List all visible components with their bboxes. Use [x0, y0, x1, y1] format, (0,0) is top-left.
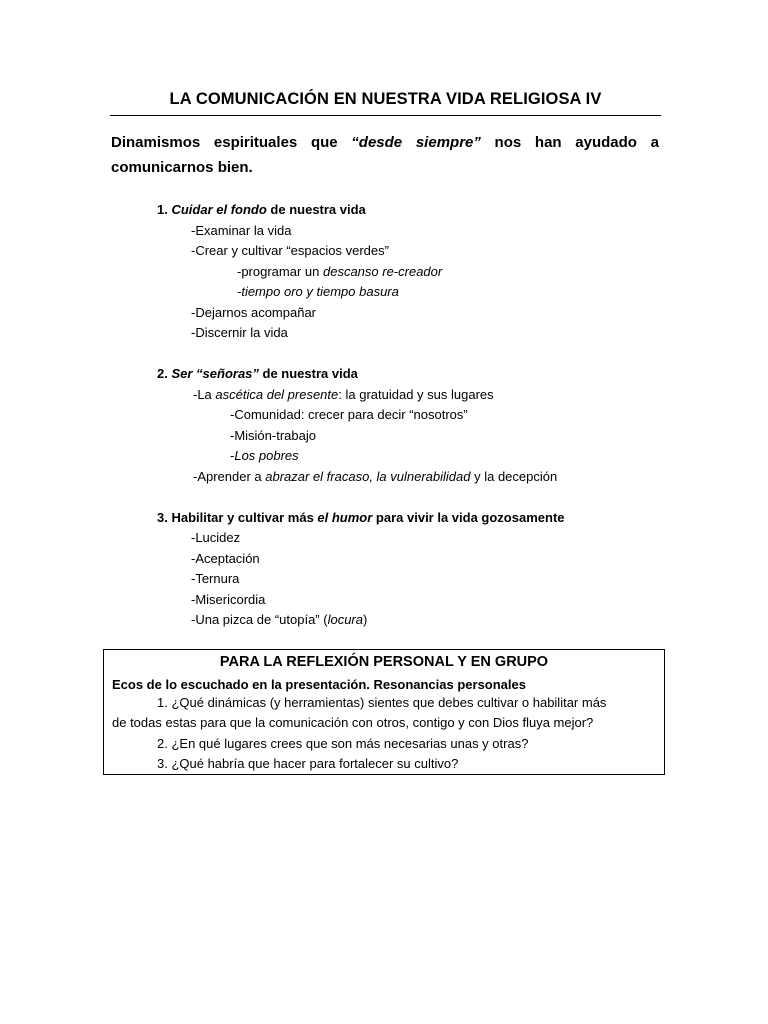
reflection-question-1-line-1: 1. ¿Qué dinámicas (y herramientas) sientes que debes cultivar o habilitar más [157, 695, 607, 710]
section-2-subitem-3-dash: - [230, 448, 235, 463]
section-3-title-post: para vivir la vida gozosamente [372, 510, 565, 525]
section-2-item-2-pre: -Aprender a [193, 469, 266, 484]
reflection-box [103, 649, 665, 775]
section-2-item-1-italic: ascética del presente [215, 387, 339, 402]
section-1-subitem-1-plain: -programar un [237, 264, 323, 279]
section-1-item-4: -Discernir la vida [191, 325, 288, 340]
reflection-question-3: 3. ¿Qué habría que hacer para fortalecer su cultivo? [157, 756, 459, 771]
section-1-subitem-2-italic: -tiempo oro y tiempo basura [237, 284, 399, 299]
section-3-item-3: -Ternura [191, 571, 240, 586]
section-2-subitem-1: -Comunidad: crecer para decir “nosotros” [230, 407, 468, 422]
section-1-item-3: -Dejarnos acompañar [191, 305, 317, 320]
section-2-item-2-post: y la decepción [470, 469, 558, 484]
section-2-title-rest: de nuestra vida [258, 366, 358, 381]
intro-emphasis: “desde siempre” [351, 134, 481, 151]
section-3-item-1: -Lucidez [191, 530, 241, 545]
section-1-title-italic: Cuidar el fondo [171, 202, 267, 217]
section-2-title-italic: Ser “señoras” [171, 366, 259, 381]
reflection-question-2: 2. ¿En qué lugares crees que son más necesarias unas y otras? [157, 736, 529, 751]
section-3-item-4: -Misericordia [191, 592, 266, 607]
section-3-item-5-pre: -Una pizca de “utopía” ( [191, 612, 328, 627]
section-3-item-5-italic: locura [327, 612, 363, 627]
section-1-title-rest: de nuestra vida [266, 202, 366, 217]
section-2-subitem-3-italic: Los pobres [234, 448, 299, 463]
section-3-title-italic: el humor [317, 510, 373, 525]
section-2-item-1-post: : la gratuidad y sus lugares [338, 387, 494, 402]
section-2-item-2-italic: abrazar el fracaso, la vulnerabilidad [265, 469, 471, 484]
section-1-subitem-1-italic: descanso re-creador [322, 264, 443, 279]
section-2-item-1-pre: -La [193, 387, 216, 402]
reflection-subtitle: Ecos de lo escuchado en la presentación. Resonancias personales [112, 677, 526, 692]
section-1-item-1: -Examinar la vida [191, 223, 292, 238]
section-3-heading [157, 509, 565, 527]
section-3-title-pre: 3. Habilitar y cultivar más [157, 510, 318, 525]
intro-paragraph [111, 130, 659, 180]
section-3-item-5 [191, 611, 367, 629]
section-1-item-2: -Crear y cultivar “espacios verdes” [191, 243, 389, 258]
reflection-question-1-line-2: de todas estas para que la comunicación con otros, contigo y con Dios fluya mejor? [112, 715, 594, 730]
document-title: LA COMUNICACIÓN EN NUESTRA VIDA RELIGIOSA IV [169, 90, 602, 108]
title-underline [110, 115, 661, 116]
section-1-subitem-2 [237, 283, 399, 301]
section-3-item-2: -Aceptación [191, 551, 260, 566]
section-2-subitem-3 [230, 447, 299, 465]
section-1-number: 1. [157, 202, 172, 217]
intro-text-before: Dinamismos espirituales que [111, 134, 352, 151]
section-2-heading [157, 365, 358, 383]
section-2-subitem-2: -Misión-trabajo [230, 428, 316, 443]
intro-text-after: nos han ayudado a comunicarnos bien. [111, 134, 659, 176]
section-1-subitem-1 [237, 263, 442, 281]
section-2-item-1 [193, 386, 494, 404]
section-3-item-5-post: ) [363, 612, 368, 627]
reflection-title: PARA LA REFLEXIÓN PERSONAL Y EN GRUPO [219, 654, 549, 670]
section-2-number: 2. [157, 366, 172, 381]
section-2-item-2 [193, 468, 557, 486]
section-1-heading [157, 201, 366, 219]
